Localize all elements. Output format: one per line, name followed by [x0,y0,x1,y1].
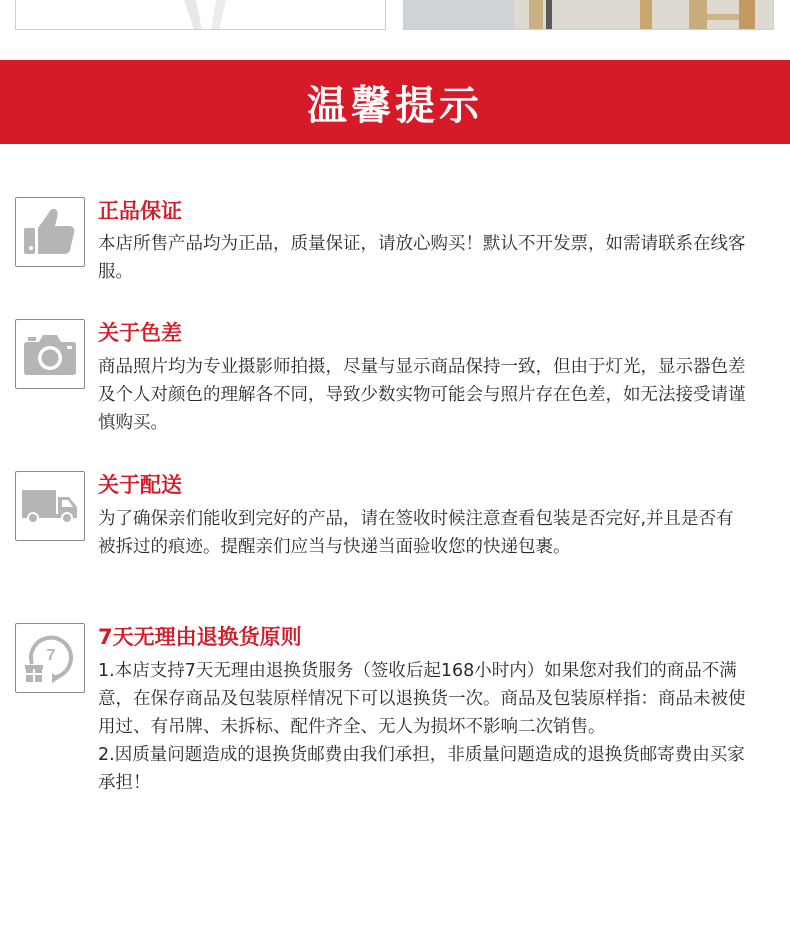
return-icon-digit: 7 [46,647,56,664]
product-photo-right [403,0,774,30]
notice-title: 7天无理由退换货原则 [98,625,302,649]
notice-banner [0,60,790,144]
thumbs-up-icon [15,197,85,267]
banner-title: 温馨提示 [307,82,483,129]
seven-day-return-icon [15,623,85,693]
notice-body [98,353,748,437]
notice-body [98,657,748,797]
notice-body [98,230,748,286]
notice-paragraph: 商品照片均为专业摄影师拍摄，尽量与显示商品保持一致，但由于灯光，显示器色差及个人对颜色的理解各不同，导致少数实物可能会与照片存在色差，如无法接受请谨慎购买。 [98,357,746,433]
delivery-truck-icon [15,471,85,541]
notice-paragraph: 本店所售产品均为正品，质量保证，请放心购买！默认不开发票，如需请联系在线客服。 [98,234,746,282]
notice-title: 关于色差 [98,321,182,345]
product-photo-left [15,0,386,30]
notice-paragraph: 为了确保亲们能收到完好的产品，请在签收时候注意查看包装是否完好,并且是否有被拆过的痕迹。提醒亲们应当与快递当面验收您的快递包裹。 [98,509,734,557]
notice-title: 关于配送 [98,473,182,497]
notice-title: 正品保证 [98,199,182,223]
notice-paragraph: 2.因质量问题造成的退换货邮费由我们承担，非质量问题造成的退换货邮寄费由买家承担！ [98,745,745,793]
notice-paragraph: 1.本店支持7天无理由退换货服务（签收后起168小时内）如果您对我们的商品不满意，在保存商品及包装原样情况下可以退换货一次。商品及包装原样指：商品未被使用过、有吊牌、未拆标、配件齐全、无人为损坏不影响二次销售。 [98,661,746,737]
camera-icon [15,319,85,389]
notice-body [98,505,748,561]
